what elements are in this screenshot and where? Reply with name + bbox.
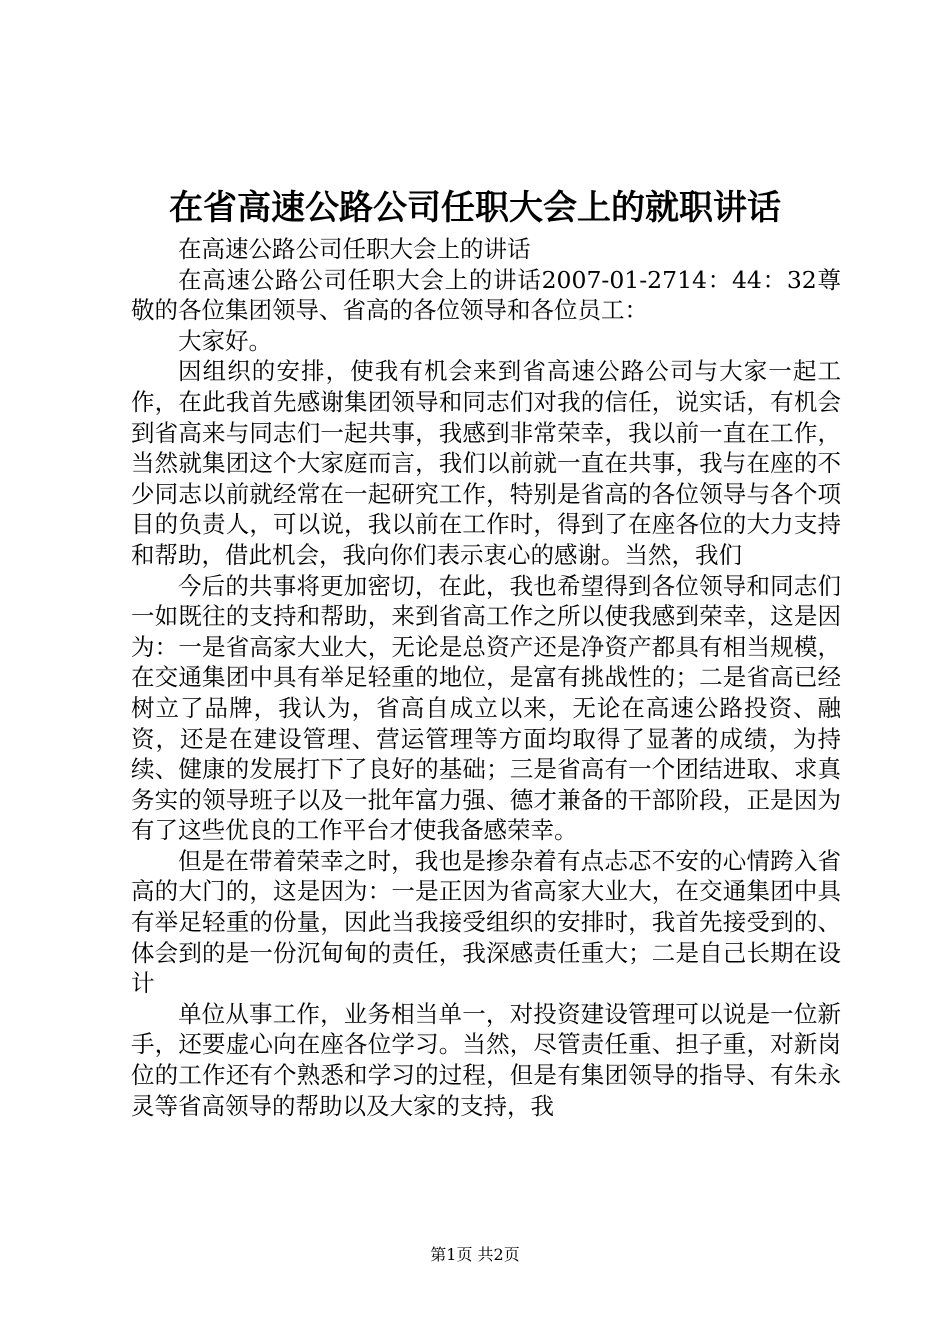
document-title: 在省高速公路公司任职大会上的就职讲话 xyxy=(169,188,781,228)
paragraph-2: 今后的共事将更加密切，在此，我也希望得到各位领导和同志们一如既往的支持和帮助，来到省高工作之所以使我感到荣幸，这是因为：一是省高家大业大，无论是总资产还是净资产都具有相当规模，在交通集团中具有举足轻重的地位，是富有挑战性的；二是省高已经树立了品牌，我认为，省高自成立以来，无论在高速公路投资、融资，还是在建设管理、营运管理等方面均取得了显著的成绩，为持续、健康的发展打下了良好的基础；三是省高有一个团结进取、求真务实的领导班子以及一批年富力强、德才兼备的干部阶段，正是因为有了这些优良的工作平台才使我备感荣幸。 xyxy=(131,571,841,845)
paragraph-3: 但是在带着荣幸之时，我也是掺杂着有点忐忑不安的心情跨入省高的大门的，这是因为：一是正因为省高家大业大，在交通集团中具有举足轻重的份量，因此当我接受组织的安排时，我首先接受到的、体会到的是一份沉甸甸的责任，我深感责任重大；二是自己长期在设计 xyxy=(131,846,841,998)
paragraph-subtitle: 在高速公路公司任职大会上的讲话 xyxy=(178,235,531,263)
paragraph-hello: 大家好。 xyxy=(178,326,272,355)
paragraph-1: 因组织的安排，使我有机会来到省高速公路公司与大家一起工作，在此我首先感谢集团领导和同志们对我的信任，说实话，有机会到省高来与同志们一起共事，我感到非常荣幸，我以前一直在工作，当然就集团这个大家庭而言，我们以前就一直在共事，我与在座的不少同志以前就经常在一起研究工作，特别是省高的各位领导与各个项目的负责人，可以说，我以前在工作时，得到了在座各位的大力支持和帮助，借此机会，我向你们表示衷心的感谢。当然，我们 xyxy=(131,357,841,569)
paragraph-dateline-greeting: 在高速公路公司任职大会上的讲话2007-01-2714：44：32尊敬的各位集团领导、省高的各位领导和各位员工： xyxy=(131,265,841,325)
document-body xyxy=(131,234,841,1121)
page-number-footer: 第1页 共2页 xyxy=(430,1245,520,1264)
paragraph-4: 单位从事工作，业务相当单一，对投资建设管理可以说是一位新手，还要虚心向在座各位学习。当然，尽管责任重、担子重，对新岗位的工作还有个熟悉和学习的过程，但是有集团领导的指导、有朱永灵等省高领导的帮助以及大家的支持，我 xyxy=(131,999,841,1120)
